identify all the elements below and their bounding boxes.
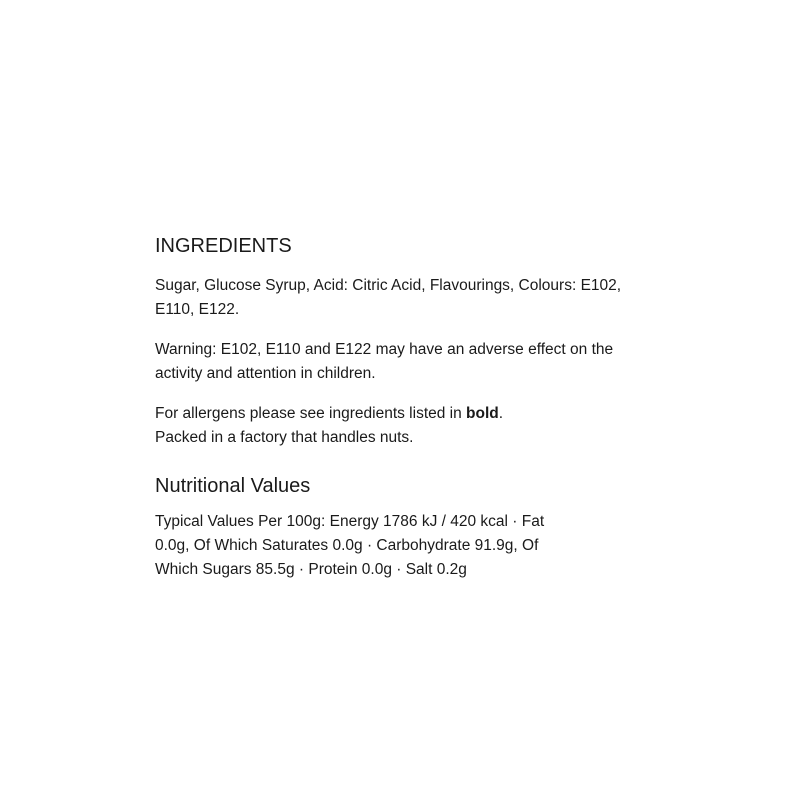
nutrition-values <box>155 510 635 582</box>
colour-warning-line: Warning: E102, E110 and E122 may have an adverse effect on the <box>155 341 614 358</box>
allergen-note-prefix: For allergens please see ingredients listed in <box>155 405 467 422</box>
nutrition-values-line: 0.0g, Of Which Saturates 0.0g · Carbohydrate 91.9g, Of <box>155 537 539 554</box>
ingredients-list-line: Sugar, Glucose Syrup, Acid: Citric Acid, Flavourings, Colours: E102, <box>155 277 622 294</box>
nutrition-values-line: Which Sugars 85.5g · Protein 0.0g · Salt 0.2g <box>155 561 467 578</box>
product-info-document <box>155 232 635 598</box>
nutrition-heading: Nutritional Values <box>155 475 311 497</box>
nutrition-values-line: Typical Values Per 100g: Energy 1786 kJ / 420 kcal · Fat <box>155 513 545 530</box>
allergen-note-bold-word: bold <box>466 405 499 422</box>
colour-warning-line: activity and attention in children. <box>155 365 376 382</box>
colour-warning <box>155 338 635 386</box>
factory-nuts-note: Packed in a factory that handles nuts. <box>155 429 414 446</box>
ingredients-list <box>155 274 635 322</box>
allergen-note <box>155 402 635 426</box>
ingredients-heading: INGREDIENTS <box>155 235 292 257</box>
allergen-note-suffix: . <box>498 405 504 422</box>
allergen-notice <box>155 402 635 450</box>
ingredients-list-line: E110, E122. <box>155 301 240 318</box>
